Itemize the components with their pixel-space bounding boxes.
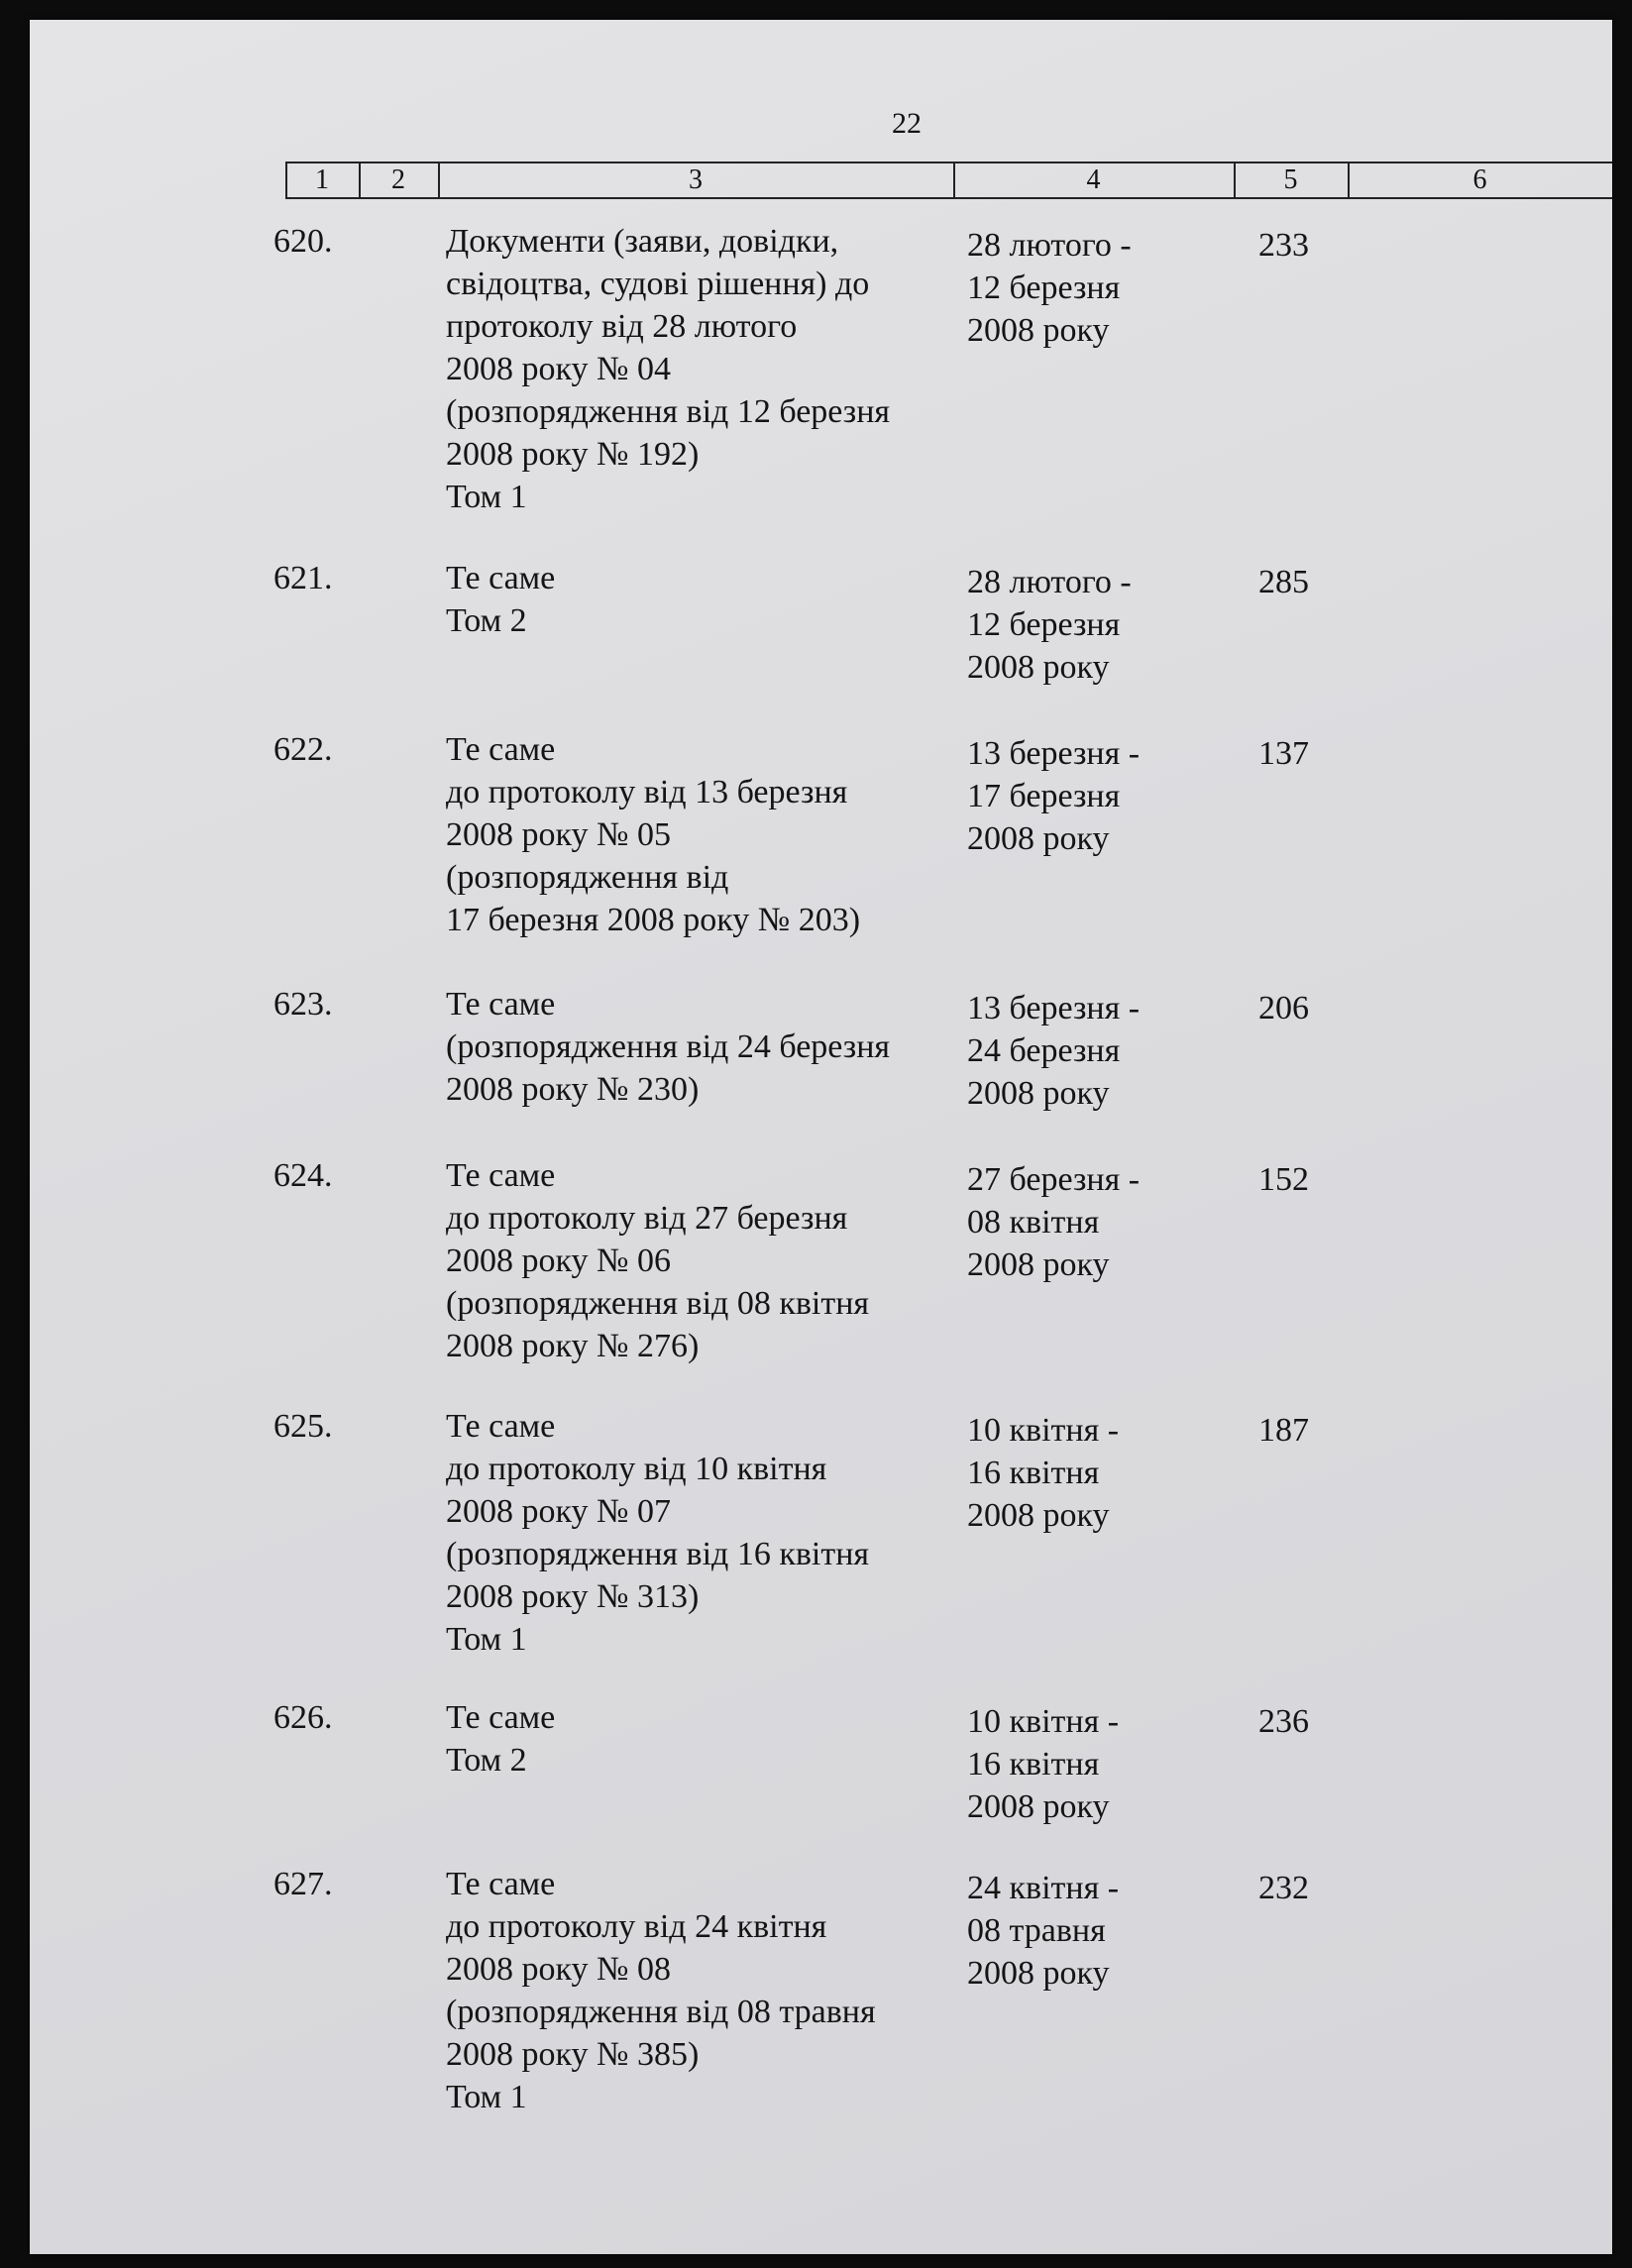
entry-title-line: 2008 року № 276) [446,1328,700,1364]
entry-date-line: 2008 року [967,1497,1110,1534]
entry-title-line: 2008 року № 313) [446,1578,700,1615]
entry-number: 620. [273,223,333,260]
entry-title-line: до протоколу від 10 квітня [446,1451,827,1487]
entry-date-line: 28 лютого - [967,227,1132,264]
entry-number: 622. [273,731,333,768]
entry-page-count: 233 [1258,227,1309,264]
entry-title-line: Том 1 [446,2079,527,2115]
entry-title-line: Том 2 [446,602,527,639]
entry-title-line: свідоцтва, судові рішення) до [446,266,870,302]
entry-title-line: Документи (заяви, довідки, [446,223,839,260]
document-page [30,20,1612,2254]
entry-dates [967,987,1140,1115]
entry-title-line: Те саме [446,1866,556,1902]
entry-date-line: 17 березня [967,778,1121,814]
entry-title-line: Те саме [446,560,556,596]
entry-date-line: 27 березня - [967,1161,1141,1198]
entry-date-line: 12 березня [967,606,1121,643]
entry-date-line: 2008 року [967,1075,1110,1112]
page-number: 22 [892,107,922,140]
entry-title-line: 2008 року № 07 [446,1493,671,1530]
entry-dates [967,1700,1119,1828]
entry-dates [967,1158,1140,1286]
entry-date-line: 2008 року [967,1788,1110,1825]
entry-title-line: до протоколу від 24 квітня [446,1908,827,1945]
entry-title-line: Том 1 [446,479,527,515]
entry-date-line: 24 квітня - [967,1870,1120,1906]
entry-date-line: 2008 року [967,1955,1110,1992]
entry-page-count: 236 [1258,1703,1309,1740]
entry-title-line: (розпорядження від 12 березня [446,393,891,430]
header-col-5: 5 [1283,164,1298,195]
entry-date-line: 16 квітня [967,1746,1100,1782]
entry-page-count: 187 [1258,1412,1309,1449]
entry-title-line: Те саме [446,731,556,768]
entry-title-line: 2008 року № 385) [446,2036,700,2073]
entry-title [446,983,890,1111]
entry-date-line: 24 березня [967,1032,1121,1069]
entry-title [446,1863,876,2118]
entry-dates [967,561,1132,689]
entry-title-line: Те саме [446,986,556,1023]
entry-title-line: (розпорядження від 16 квітня [446,1536,870,1572]
entry-title-line: 2008 року № 192) [446,436,700,473]
header-col-4: 4 [1086,164,1101,195]
header-col-3: 3 [689,164,703,195]
entry-date-line: 16 квітня [967,1455,1100,1491]
entry-date-line: 2008 року [967,312,1110,349]
entry-date-line: 10 квітня - [967,1412,1120,1449]
entry-number: 626. [273,1699,333,1736]
entry-title-line: Том 1 [446,1621,527,1658]
entry-page-count: 152 [1258,1161,1309,1198]
entry-dates [967,224,1132,352]
entry-date-line: 2008 року [967,649,1110,686]
entry-date-line: 13 березня - [967,990,1141,1026]
entry-title-line: (розпорядження від 24 березня [446,1028,891,1065]
entry-number: 621. [273,560,333,596]
entry-date-line: 2008 року [967,1246,1110,1283]
header-col-6: 6 [1472,164,1487,195]
entry-number: 627. [273,1866,333,1902]
entry-title-line: 2008 року № 04 [446,351,671,387]
entry-page-count: 137 [1258,735,1309,772]
entry-title-line: 2008 року № 06 [446,1242,671,1279]
entry-title-line: Том 2 [446,1742,527,1779]
entry-title-line: 2008 року № 08 [446,1951,671,1988]
entry-title-line: (розпорядження від 08 квітня [446,1285,870,1322]
entry-page-count: 206 [1258,990,1309,1026]
entry-title-line: до протоколу від 27 березня [446,1200,848,1237]
entry-number: 625. [273,1408,333,1445]
entry-date-line: 12 березня [967,270,1121,306]
entry-date-line: 08 травня [967,1912,1106,1949]
entry-dates [967,1409,1119,1537]
entry-dates [967,1867,1119,1995]
entry-date-line: 10 квітня - [967,1703,1120,1740]
entry-title-line: 2008 року № 05 [446,816,671,853]
entry-title [446,728,860,941]
entry-title-line: Те саме [446,1157,556,1194]
entry-title-line: Те саме [446,1408,556,1445]
entry-date-line: 2008 року [967,820,1110,857]
entry-title-line: протоколу від 28 лютого [446,308,798,345]
entry-title-line: Те саме [446,1699,556,1736]
entry-dates [967,732,1140,860]
entry-title [446,557,555,642]
entry-page-count: 232 [1258,1870,1309,1906]
header-col-2: 2 [391,164,405,195]
entry-number: 623. [273,986,333,1023]
entry-page-count: 285 [1258,564,1309,600]
entry-date-line: 28 лютого - [967,564,1132,600]
entry-title-line: (розпорядження від 08 травня [446,1994,876,2030]
entry-title [446,1154,869,1367]
entry-date-line: 08 квітня [967,1204,1100,1241]
entry-number: 624. [273,1157,333,1194]
entry-title [446,1405,869,1661]
header-col-1: 1 [315,164,329,195]
entry-title [446,220,890,518]
entry-date-line: 13 березня - [967,735,1141,772]
entry-title-line: (розпорядження від [446,859,729,896]
table-header [30,162,1612,199]
entry-title-line: 2008 року № 230) [446,1071,700,1108]
entry-title-line: до протоколу від 13 березня [446,774,848,810]
entry-title-line: 17 березня 2008 року № 203) [446,902,861,938]
entry-title [446,1696,555,1782]
